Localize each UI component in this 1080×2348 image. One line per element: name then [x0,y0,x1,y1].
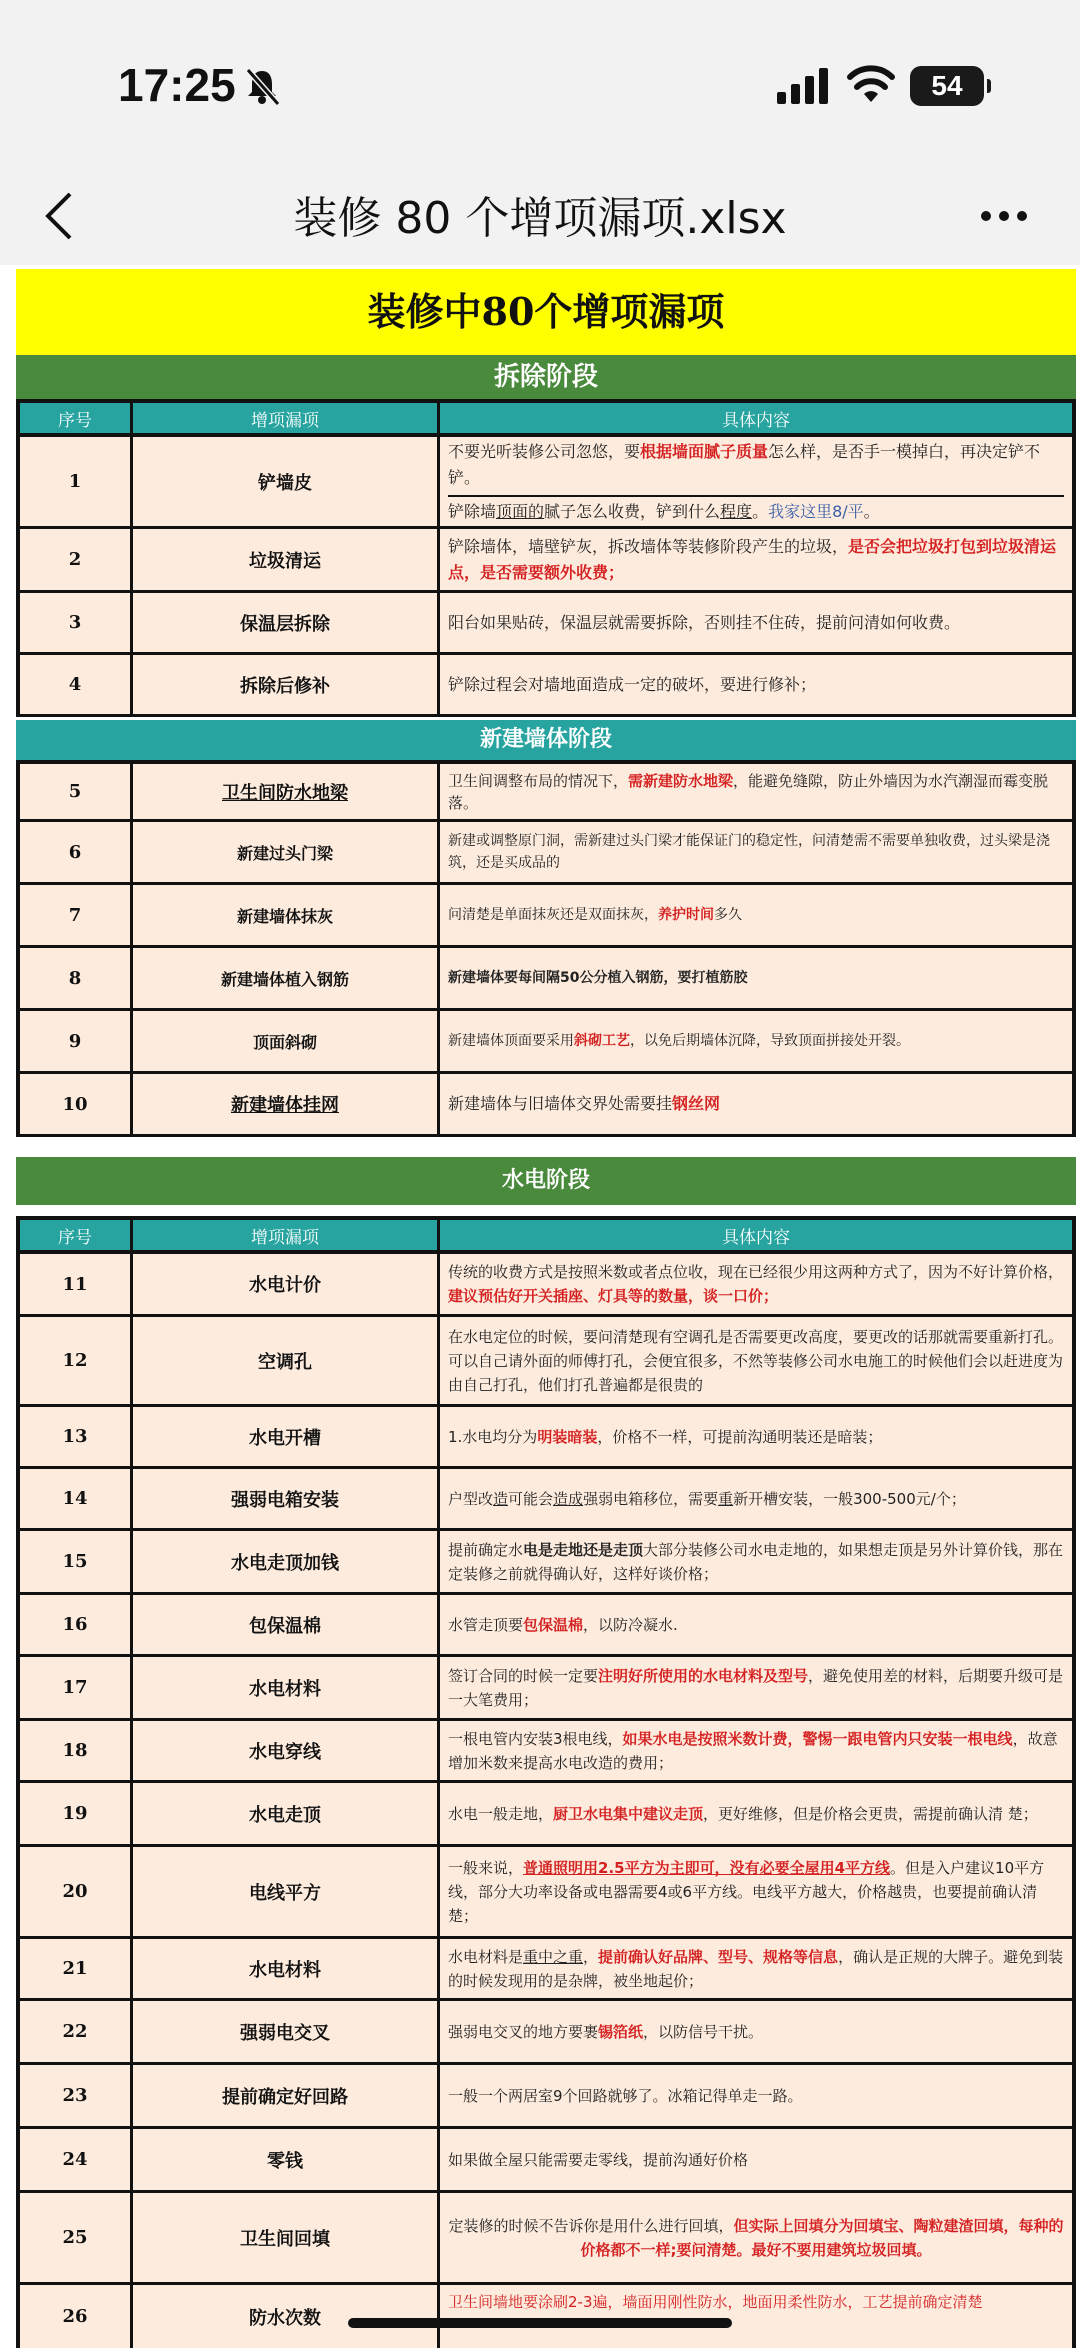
row-item: 水电走顶 [133,1783,440,1844]
row-detail: 新建或调整原门洞，需新建过头门梁才能保证门的稳定性，问清楚需不需要单独收费，过头梁是浇筑，还是买成品的 [448,833,1050,871]
row-item: 新建墙体植入钢筋 [133,948,440,1008]
row-detail: 如果做全屋只能需要走零线，提前沟通好价格 [448,2150,749,2169]
row-detail: 水电一般走地，厨卫水电集中建议走顶，更好维修，但是价格会更贵，需提前确认清 楚； [448,1804,1038,1823]
row-item: 铲墙皮 [133,437,440,526]
table-row[interactable] [16,1847,1076,1939]
row-detail: 强弱电交叉的地方要裹锡箔纸，以防信号干扰。 [448,2022,764,2041]
row-number: 5 [20,764,133,819]
header-detail: 具体内容 [722,1227,790,1248]
row-detail: 新建墙体要每间隔50公分植入钢筋，要打植筋胶 [448,970,748,986]
home-indicator[interactable] [348,2318,732,2328]
row-item: 新建墙体抹灰 [133,885,440,945]
row-detail: 卫生间墙地要涂刷2-3遍，墙面用刚性防水，地面用柔性防水，工艺提前确定清楚 [448,2293,983,2311]
wifi-icon [846,62,896,106]
sheet-title: 装修中80个增项漏项 [16,269,1076,355]
header-detail: 具体内容 [722,410,790,431]
table-row[interactable] [16,1407,1076,1469]
table-row[interactable] [16,2065,1076,2129]
row-item: 水电穿线 [133,1721,440,1780]
table-row[interactable] [16,655,1076,717]
row-item: 水电计价 [133,1254,440,1314]
row-detail: 传统的收费方式是按照米数或者点位收，现在已经很少用这两种方式了，因为不好计算价格，建议预估好开关插座、灯具等的数量，谈一口价； [448,1263,1064,1305]
row-detail: 水电材料是重中之重，提前确认好品牌、型号、规格等信息，确认是正规的大牌子。避免到装的时候发现用的是杂牌，被坐地起价； [448,1947,1064,1990]
row-number: 23 [20,2065,133,2126]
row-detail: 户型改造可能会造成强弱电箱移位，需要重新开槽安装，一般300-500元/个； [448,1489,966,1508]
row-detail: 一根电管内安装3根电线，如果水电是按照米数计费，警惕一跟电管内只安装一根电线，故意增加米数来提高水电改造的费用； [448,1729,1058,1772]
table-row[interactable] [16,2129,1076,2193]
row-detail: 1.水电均分为明装暗装，价格不一样，可提前沟通明装还是暗装； [448,1427,883,1446]
section-plumbing-electric: 水电阶段 [16,1157,1076,1205]
row-item: 电线平方 [133,1847,440,1936]
table-header [16,1216,1076,1254]
spreadsheet[interactable] [0,265,1080,2348]
row-number: 12 [20,1317,133,1404]
table-row[interactable] [16,1317,1076,1407]
row-number: 16 [20,1595,133,1654]
row-number: 20 [20,1847,133,1936]
row-item: 拆除后修补 [133,655,440,714]
row-detail: 在水电定位的时候，要问清楚现有空调孔是否需要更改高度，要更改的话那就需要重新打孔。可以自己请外面的师傅打孔，会便宜很多，不然等装修公司水电施工的时候他们会以赶进度为由自己打孔，他们打孔普遍都是很贵的 [448,1327,1064,1394]
status-bar [0,0,1080,170]
table-row[interactable] [16,1531,1076,1595]
header-no: 序号 [20,1220,133,1250]
row-number: 1 [20,437,133,526]
row-detail: 问清楚是单面抹灰还是双面抹灰，养护时间多久 [448,907,742,923]
row-detail: 阳台如果贴砖，保温层就需要拆除，否则挂不住砖，提前问清如何收费。 [448,612,961,632]
row-item: 零钱 [133,2129,440,2190]
table-row[interactable] [16,1657,1076,1721]
table-row[interactable] [16,593,1076,655]
header-item: 增项漏项 [133,403,440,433]
row-item: 强弱电交叉 [133,2001,440,2062]
row-detail: 水管走顶要包保温棉，以防冷凝水. [448,1615,678,1634]
row-item: 卫生间回填 [133,2193,440,2282]
row-number: 10 [20,1074,133,1134]
row-item: 水电材料 [133,1939,440,1998]
row-detail: 一般一个两居室9个回路就够了。冰箱记得单走一路。 [448,2086,803,2105]
row-item: 保温层拆除 [133,593,440,652]
nav-bar [0,170,1080,265]
row-number: 2 [20,529,133,590]
row-number: 24 [20,2129,133,2190]
row-item: 新建墙体挂网 [133,1074,440,1134]
table-row[interactable] [16,1469,1076,1531]
table-row[interactable] [16,1074,1076,1137]
table-row[interactable] [16,1721,1076,1783]
bell-off-icon [242,66,282,106]
row-detail: 铲除过程会对墙地面造成一定的破坏，要进行修补； [448,674,817,694]
row-item: 空调孔 [133,1317,440,1404]
header-no: 序号 [20,403,133,433]
table-row[interactable] [16,1939,1076,2001]
row-detail: 一般来说，普通照明用2.5平方为主即可，没有必要全屋用4平方线。但是入户建议10平方线，部分大功率设备或电器需要4或6平方线。电线平方越大，价格越贵，也要提前确认清楚； [448,1858,1045,1925]
table-row[interactable] [16,437,1076,529]
row-detail: 新建墙体顶面要采用斜砌工艺，以免后期墙体沉降，导致顶面拼接处开裂。 [448,1033,910,1049]
header-item: 增项漏项 [133,1220,440,1250]
table-row[interactable] [16,1254,1076,1317]
row-number: 21 [20,1939,133,1998]
table-row[interactable] [16,2001,1076,2065]
row-number: 6 [20,822,133,882]
row-number: 9 [20,1011,133,1071]
row-number: 14 [20,1469,133,1528]
row-number: 18 [20,1721,133,1780]
row-number: 3 [20,593,133,652]
row-number: 7 [20,885,133,945]
row-number: 8 [20,948,133,1008]
file-title: 装修 80 个增项漏项.xlsx [293,193,787,244]
row-detail: 提前确定水电是走地还是走顶大部分装修公司水电走地的，如果想走顶是另外计算价钱，那在定装修之前就得确认好，这样好谈价格； [448,1540,1064,1583]
row-item: 垃圾清运 [133,529,440,590]
table-row[interactable] [16,948,1076,1011]
row-number: 17 [20,1657,133,1718]
row-item: 防水次数 [133,2285,440,2348]
row-number: 15 [20,1531,133,1592]
row-item: 强弱电箱安装 [133,1469,440,1528]
row-number: 26 [20,2285,133,2348]
row-detail: 新建墙体与旧墙体交界处需要挂钢丝网 [448,1094,721,1113]
row-detail: 定装修的时候不告诉你是用什么进行回填，但实际上回填分为回填宝、陶粒建渣回填，每种的价格都不一样;要问清楚。最好不要用建筑垃圾回填。 [448,2216,1064,2259]
battery-icon: 54 [910,66,984,106]
table-header [16,399,1076,437]
row-item: 水电材料 [133,1657,440,1718]
row-item: 卫生间防水地梁 [133,764,440,819]
row-item: 水电走顶加钱 [133,1531,440,1592]
table-row[interactable] [16,1595,1076,1657]
table-row[interactable] [16,1783,1076,1847]
row-item: 顶面斜砌 [133,1011,440,1071]
table-row[interactable] [16,1011,1076,1074]
row-number: 19 [20,1783,133,1844]
row-detail: 不要光听装修公司忽悠，要根据墙面腻子质量怎么样，是否手一模掉白，再决定铲不铲。 铲除墙顶面的腻子怎么收费，铲到什么程度。我家这里8/平。 [440,437,1072,526]
table-row[interactable] [16,760,1076,822]
row-number: 4 [20,655,133,714]
row-item: 水电开槽 [133,1407,440,1466]
table-row[interactable] [16,885,1076,948]
row-item: 包保温棉 [133,1595,440,1654]
row-number: 11 [20,1254,133,1314]
row-number: 25 [20,2193,133,2282]
more-options-icon[interactable] [978,208,1030,224]
status-time: 17:25 [118,59,236,111]
table-row[interactable] [16,822,1076,885]
row-detail: 铲除墙体，墙壁铲灰，拆改墙体等装修阶段产生的垃圾，是否会把垃圾打包到垃圾清运点，是否需要额外收费； [448,536,1057,582]
row-detail: 卫生间调整布局的情况下，需新建防水地梁，能避免缝隙，防止外墙因为水汽潮湿而霉变脱落。 [448,771,1049,812]
row-item: 提前确定好回路 [133,2065,440,2126]
section-new-wall: 新建墙体阶段 [16,720,1076,760]
row-number: 22 [20,2001,133,2062]
row-number: 13 [20,1407,133,1466]
row-item: 新建过头门梁 [133,822,440,882]
table-row[interactable] [16,529,1076,593]
section-demolition: 拆除阶段 [16,355,1076,399]
signal-icon [775,66,833,106]
row-detail: 签订合同的时候一定要注明好所使用的水电材料及型号，避免使用差的材料，后期要升级可是一大笔费用； [448,1666,1064,1709]
table-row[interactable] [16,2285,1076,2348]
table-row[interactable] [16,2193,1076,2285]
